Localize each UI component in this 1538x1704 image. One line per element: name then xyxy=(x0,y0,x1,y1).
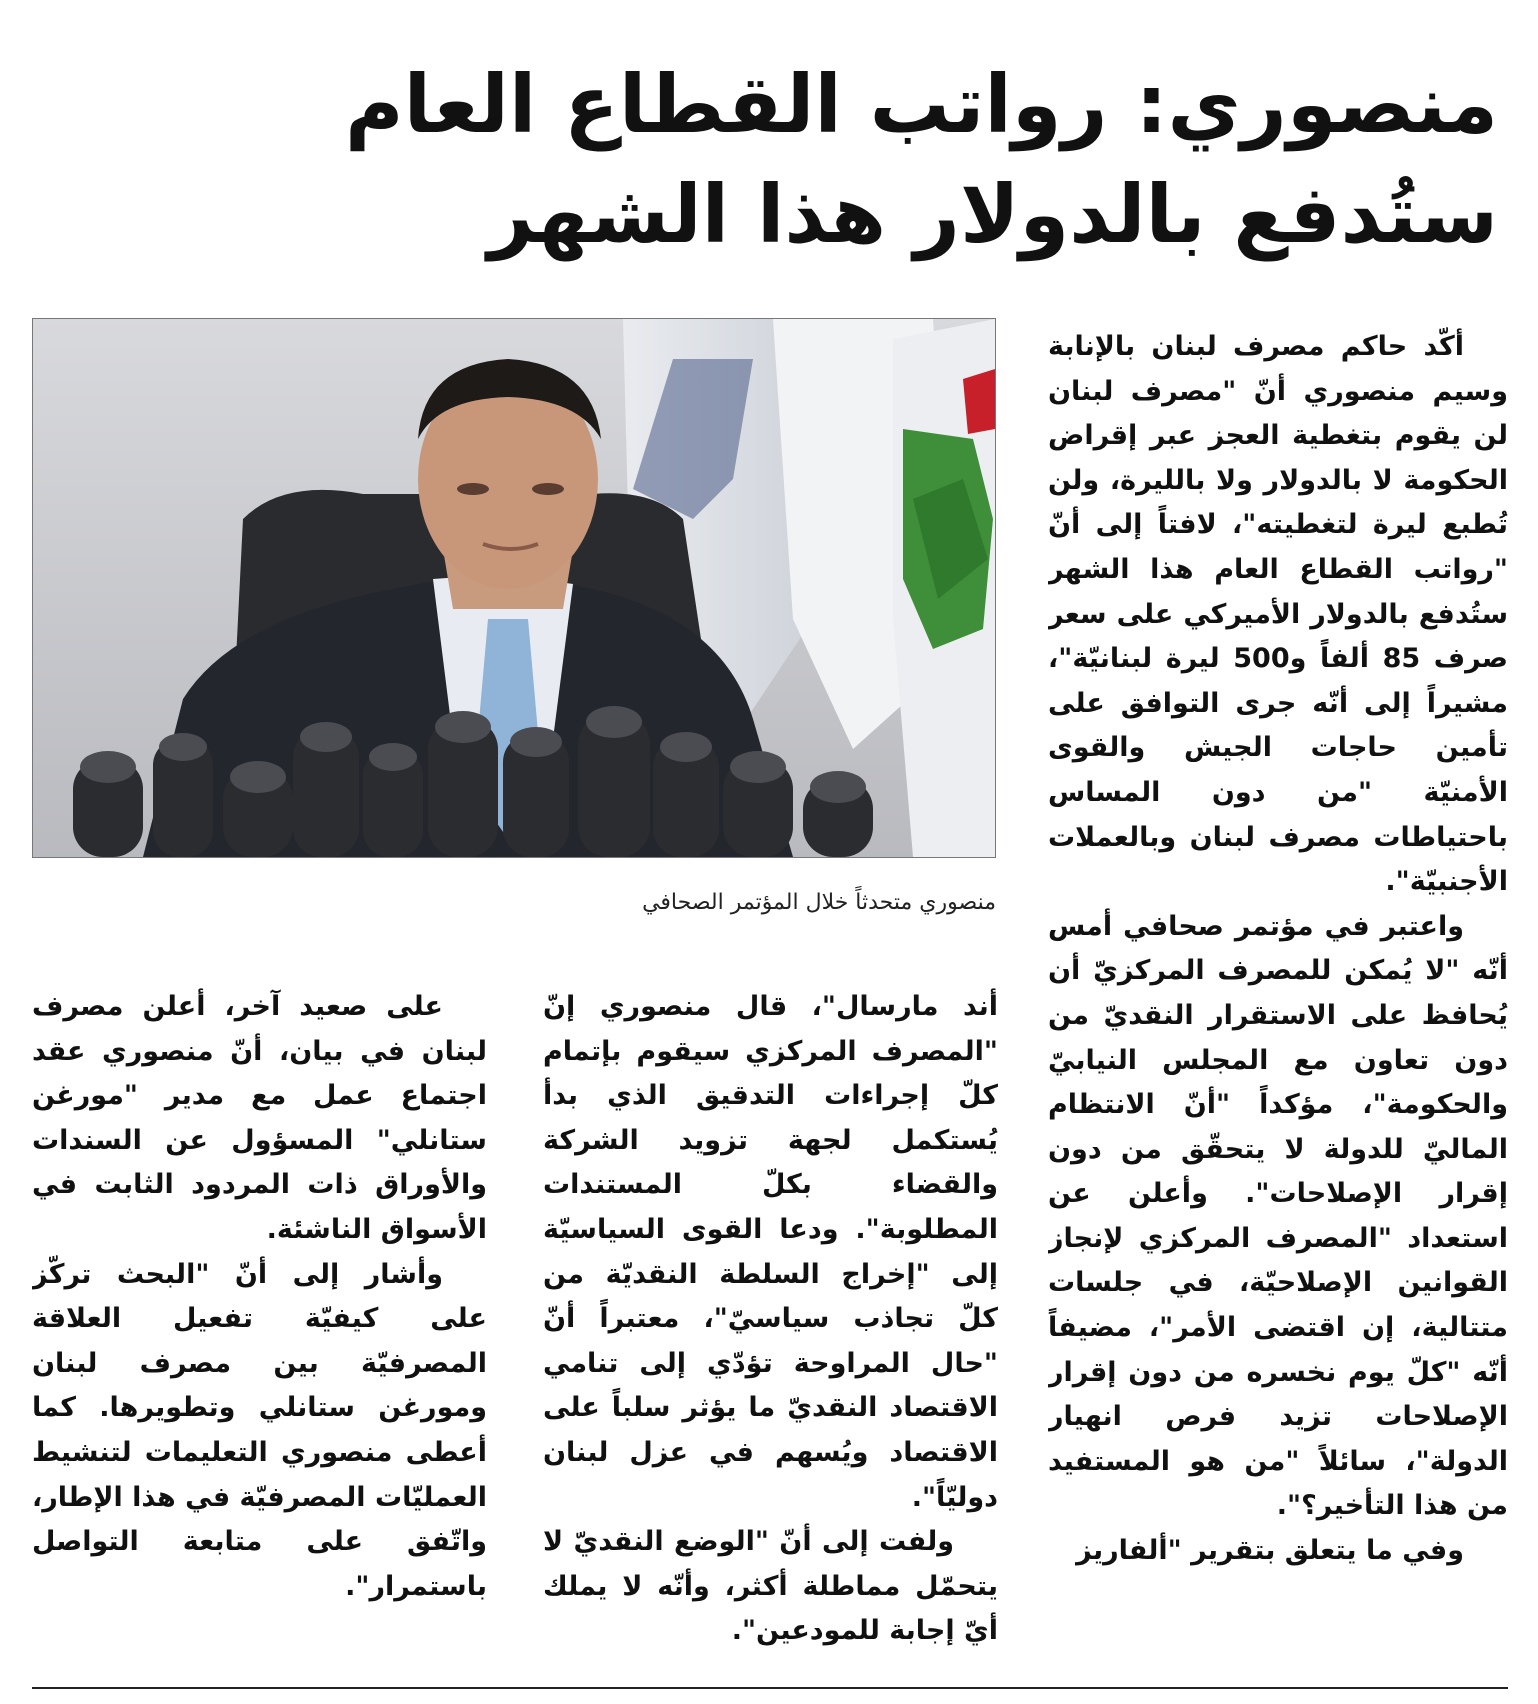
paragraph: على صعيد آخر، أعلن مصرف لبنان في بيان، أنّ منصوري عقد اجتماع عمل مع مدير "مورغن ستانلي" المسؤول عن السندات والأوراق ذات المردود الثابت في الأسواق الناشئة. xyxy=(32,991,487,1245)
paragraph: واعتبر في مؤتمر صحافي أمس أنّه "لا يُمكن للمصرف المركزيّ أن يُحافظ على الاستقرار النقديّ من دون تعاون مع المجلس النيابيّ والحكومة"، مؤكداً "أنّ الانتظام الماليّ للدولة لا يتحقّق من دون إقرار الإصلاحات". وأعلن عن استعداد "المصرف المركزي لإنجاز القوانين الإصلاحيّة، في جلسات متتالية، إن اقتضى الأمر"، مضيفاً أنّه "كلّ يوم نخسره من دون إقرار الإصلاحات تزيد فرص انهيار الدولة"، سائلاً "من هو المستفيد من هذا التأخير؟". xyxy=(1048,910,1508,1522)
article-column-3 xyxy=(32,985,487,1655)
photo-caption: منصوري متحدثاً خلال المؤتمر الصحافي xyxy=(642,890,996,915)
paragraph: وفي ما يتعلق بتقرير "ألفاريز xyxy=(1076,1535,1464,1567)
bottom-divider xyxy=(32,1687,1508,1689)
paragraph: أكّد حاكم مصرف لبنان بالإنابة وسيم منصوري أنّ "مصرف لبنان لن يقوم بتغطية العجز عبر إقراض الحكومة لا بالدولار ولا بالليرة، ولن تُطبع ليرة لتغطيته"، لافتاً إلى أنّ "رواتب القطاع العام هذا الشهر ستُدفع بالدولار الأميركي على سعر صرف 85 ألفاً و500 ليرة لبنانيّة"، مشيراً إلى أنّه جرى التوافق على تأمين حاجات الجيش والقوى الأمنيّة "من دون المساس باحتياطات مصرف لبنان وبالعملات الأجنبيّة". xyxy=(1048,331,1508,898)
press-photo-illustration xyxy=(33,319,995,857)
press-photo xyxy=(32,318,996,858)
article-column-1 xyxy=(1048,325,1508,1655)
headline xyxy=(38,50,1498,270)
headline-line-1: منصوري: رواتب القطاع العام xyxy=(345,58,1498,151)
paragraph: أند مارسال"، قال منصوري إنّ "المصرف المركزي سيقوم بإتمام كلّ إجراءات التدقيق الذي بدأ يُستكمل لجهة تزويد الشركة والقضاء بكلّ المستندات المطلوبة". ودعا القوى السياسيّة إلى "إخراج السلطة النقديّة من كلّ تجاذب سياسيّ"، معتبراً أنّ "حال المراوحة تؤدّي إلى تنامي الاقتصاد النقديّ ما يؤثر سلباً على الاقتصاد ويُسهم في عزل لبنان دوليّاً". xyxy=(543,991,998,1513)
article-column-2 xyxy=(543,985,998,1655)
headline-line-2: ستُدفع بالدولار هذا الشهر xyxy=(487,168,1498,261)
paragraph: ولفت إلى أنّ "الوضع النقديّ لا يتحمّل مماطلة أكثر، وأنّه لا يملك أيّ إجابة للمودعين". xyxy=(543,1526,998,1647)
paragraph: وأشار إلى أنّ "البحث تركّز على كيفيّة تفعيل العلاقة المصرفيّة بين مصرف لبنان ومورغن ستانلي وتطويرها. كما أعطى منصوري التعليمات لتنشيط العمليّات المصرفيّة في هذا الإطار، واتّفق على متابعة التواصل باستمرار". xyxy=(32,1258,487,1602)
